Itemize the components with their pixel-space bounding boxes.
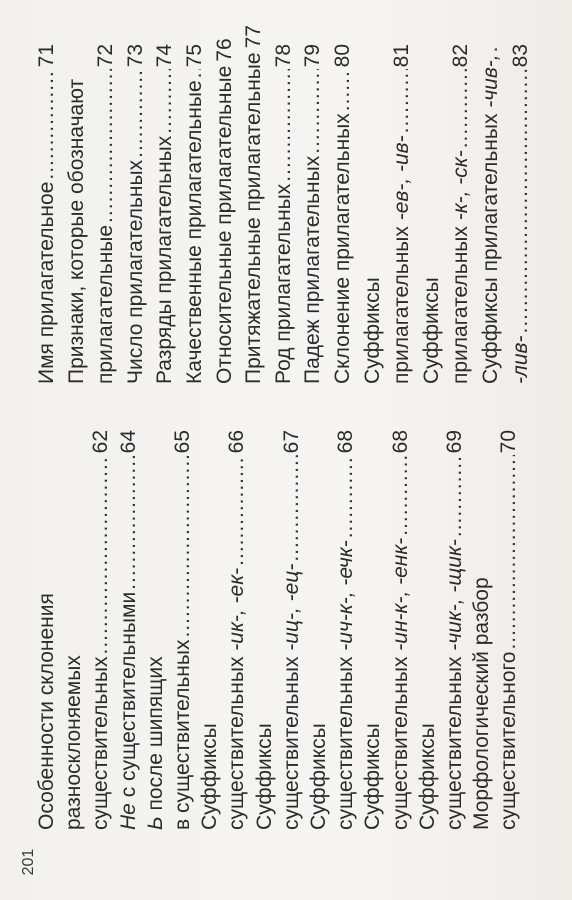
toc-entry-text: Суффиксы: [360, 277, 384, 384]
toc-entry-title: [415, 723, 441, 830]
toc-page-number: 83: [508, 44, 532, 68]
toc-entry-title: [224, 568, 250, 830]
toc-entry: [465, 430, 495, 830]
toc-page-number: 82: [449, 44, 473, 68]
toc-entry-text: Имя прилагательное: [35, 181, 58, 384]
toc-entry-text: Суффиксы: [361, 723, 385, 830]
toc-entry-title: [360, 723, 386, 830]
toc-entry: [326, 44, 356, 384]
toc-entry-title: [88, 657, 114, 830]
toc-entry-text: Суффиксы: [252, 723, 276, 830]
toc-entry-title: [389, 135, 415, 384]
toc-entry-italic-prefix: Ь: [143, 816, 167, 830]
toc-entry: [237, 25, 267, 384]
toc-page-number: 72: [94, 44, 118, 68]
toc-entry-title: [508, 336, 534, 384]
toc-page-number: 73: [123, 44, 147, 68]
toc-leader-dots: [442, 455, 468, 537]
toc-entry-italic-suffix: -ич-к-, -ечк-: [334, 540, 358, 651]
toc-entry-text: Особенности склонения: [35, 593, 58, 830]
toc-entry-text: существительных: [443, 650, 466, 830]
toc-entry-text: Суффиксы: [198, 723, 222, 830]
toc-page-number: 75: [183, 44, 206, 68]
toc-entry: [57, 430, 87, 830]
toc-entry-title: [300, 156, 326, 384]
toc-page-number: 67: [279, 430, 303, 454]
toc-entry-title: [478, 54, 504, 384]
toc-leader-dots: [152, 69, 178, 133]
toc-entry-title: [34, 182, 60, 384]
toc-entry-text: Суффиксы: [419, 277, 443, 384]
toc-entry-italic-prefix: Не: [116, 803, 140, 830]
toc-entry-title: [34, 593, 60, 830]
toc-entry-title: [241, 52, 267, 384]
toc-entry: [415, 44, 445, 384]
toc-leader-dots: [389, 69, 415, 133]
page-number: 201: [20, 848, 37, 876]
toc-entry-text: Род прилагательных: [271, 183, 295, 384]
toc-entry-text: с существительными: [116, 591, 140, 804]
toc-entry: [193, 430, 223, 830]
toc-leader-dots: [271, 69, 297, 181]
toc-entry-text: существительных: [334, 650, 358, 830]
toc-entry-title: [419, 277, 445, 384]
toc-leader-dots: [508, 69, 534, 333]
toc-entry: [220, 430, 250, 830]
toc-entry: [208, 38, 238, 384]
toc-entry-text: разносклоняемых: [62, 655, 86, 830]
toc-entry: [30, 430, 60, 830]
toc-entry-title: [271, 184, 297, 384]
toc-entry-text: прилагательные: [94, 224, 118, 384]
toc-entry: [444, 44, 474, 384]
toc-entry: [60, 44, 90, 384]
toc-entry-text: Суффиксы: [307, 723, 330, 830]
toc-entry: [384, 430, 414, 830]
toc-entry-title: [182, 80, 208, 384]
toc-entry-title: [64, 79, 90, 384]
toc-entry: [385, 44, 415, 384]
toc-leader-dots: [34, 69, 60, 179]
toc-entry: [296, 44, 326, 384]
toc-page-number: 81: [390, 44, 414, 68]
toc-entry-title: [123, 160, 149, 384]
toc-entry-italic-suffix: -чик-, -щик-: [443, 539, 466, 651]
toc-leader-dots: [123, 69, 149, 158]
toc-leader-dots: [330, 69, 356, 111]
toc-entry: [178, 44, 208, 384]
toc-entry-title: [330, 113, 356, 384]
toc-entry-title: [279, 564, 305, 830]
toc-entry-text: существительных: [388, 650, 412, 830]
toc-entry: [112, 430, 142, 830]
toc-entry-text: существительных: [89, 656, 113, 830]
toc-page-number: 71: [35, 44, 58, 68]
toc-entry-text: Число прилагательных: [123, 159, 147, 384]
toc-entry-italic-suffix: -ев-, -ив-: [390, 135, 414, 221]
toc-page-number: 79: [301, 44, 325, 68]
toc-entry-text: прилагательных: [449, 220, 473, 384]
toc-entry-text: Суффиксы: [415, 723, 439, 830]
toc-page-number: 78: [271, 44, 295, 68]
toc-entry: [248, 430, 278, 830]
toc-entry-italic-prefix: -лив-: [508, 335, 532, 384]
toc-entry-text: существительных: [225, 650, 249, 830]
toc-entry-title: [442, 539, 468, 830]
toc-entry-text: Падеж прилагательных: [301, 155, 325, 384]
toc-entry-title: [360, 277, 386, 384]
toc-entry-title: [448, 150, 474, 384]
toc-entry-title: [252, 723, 278, 830]
toc-leader-dots: [496, 455, 522, 649]
toc-entry-title: [212, 66, 238, 384]
toc-entry-text: Разряды прилагательных: [153, 135, 177, 384]
toc-page-number: 80: [331, 44, 354, 68]
toc-entry-title: [333, 540, 359, 830]
toc-leader-dots: [478, 46, 504, 52]
toc-leader-dots: [88, 455, 114, 654]
toc-entry-text: Суффиксы прилагательных: [479, 107, 502, 384]
toc-page-number: 70: [497, 430, 521, 454]
toc-entry-title: [143, 656, 169, 830]
toc-entry-title: [116, 592, 142, 830]
toc-entry: [30, 44, 60, 384]
toc-entry-title: [496, 652, 522, 830]
toc-entry-title: [93, 225, 119, 384]
toc-entry-text: Притяжательные прилагательные: [242, 52, 266, 384]
toc-entry: [89, 44, 119, 384]
toc-leader-dots: [388, 455, 414, 535]
toc-entry: [267, 44, 297, 384]
toc-entry-italic-suffix: -ик-, -ек-: [225, 567, 249, 651]
toc-entry: [119, 44, 149, 384]
toc-entry: [84, 430, 114, 830]
toc-entry-title: [170, 640, 196, 830]
toc-page-number: 69: [443, 430, 466, 454]
toc-leader-dots: [300, 69, 326, 153]
toc-entry: [492, 430, 522, 830]
toc-entry: [411, 430, 441, 830]
toc-leader-dots: [448, 69, 474, 148]
toc-entry: [356, 44, 386, 384]
toc-entry-italic-suffix: -иц-, -ец-: [279, 563, 303, 651]
toc-leader-dots: [93, 69, 119, 223]
toc-entry-text: прилагательных: [390, 220, 414, 384]
toc-entry: [302, 430, 332, 830]
toc-leader-dots: [170, 455, 196, 637]
toc-leader-dots: [279, 455, 305, 561]
toc-entry-text: Склонение прилагательных: [331, 113, 354, 384]
toc-page-number: 64: [116, 430, 140, 454]
toc-entry-title: [469, 577, 495, 830]
toc-entry-text: существительных: [279, 650, 303, 830]
toc-entry: [474, 44, 504, 384]
toc-page-number: 68: [388, 430, 412, 454]
toc-entry-text: существительного: [497, 651, 521, 830]
toc-entry: [148, 44, 178, 384]
toc-entry-title: [388, 538, 414, 830]
toc-leader-dots: [116, 455, 142, 589]
toc-entry-text: Морфологический разбор: [470, 577, 494, 830]
toc-page-number: 74: [153, 44, 177, 68]
toc-entry-title: [306, 723, 332, 830]
toc-entry-italic-suffix: -ин-к-, -енк-: [388, 537, 412, 651]
toc-entry: [438, 430, 468, 830]
toc-page-number: 62: [89, 430, 113, 454]
toc-page-number: 76: [212, 38, 236, 62]
toc-page-number: 77: [242, 25, 266, 49]
toc-entry: [275, 430, 305, 830]
toc-entry-title: [152, 136, 178, 384]
toc-entry-text: после шипящих: [143, 656, 167, 817]
toc-entry: [329, 430, 359, 830]
toc-leader-dots: [224, 455, 250, 565]
toc-leader-dots: [333, 455, 359, 538]
toc-page-number: 66: [225, 430, 249, 454]
toc-leader-dots: [182, 69, 208, 78]
toc-entry-title: [197, 723, 223, 830]
toc-entry: [166, 430, 196, 830]
toc-entry-title: [61, 655, 87, 830]
toc-entry: [504, 44, 534, 384]
toc-entry-text: Относительные прилагательные: [212, 65, 236, 384]
toc-entry-text: Признаки, которые обозначают: [64, 78, 88, 384]
toc-entry-italic-suffix: -к-, -ск-: [449, 150, 473, 221]
toc-entry-italic-suffix: -чив-,: [479, 54, 502, 108]
toc-page-number: 65: [171, 430, 194, 454]
toc-entry-text: Качественные прилагательные: [183, 80, 206, 384]
toc-entry-text: в существительных: [171, 639, 194, 830]
toc-entry: [139, 430, 169, 830]
toc-entry: [356, 430, 386, 830]
toc-page-number: 68: [334, 430, 358, 454]
